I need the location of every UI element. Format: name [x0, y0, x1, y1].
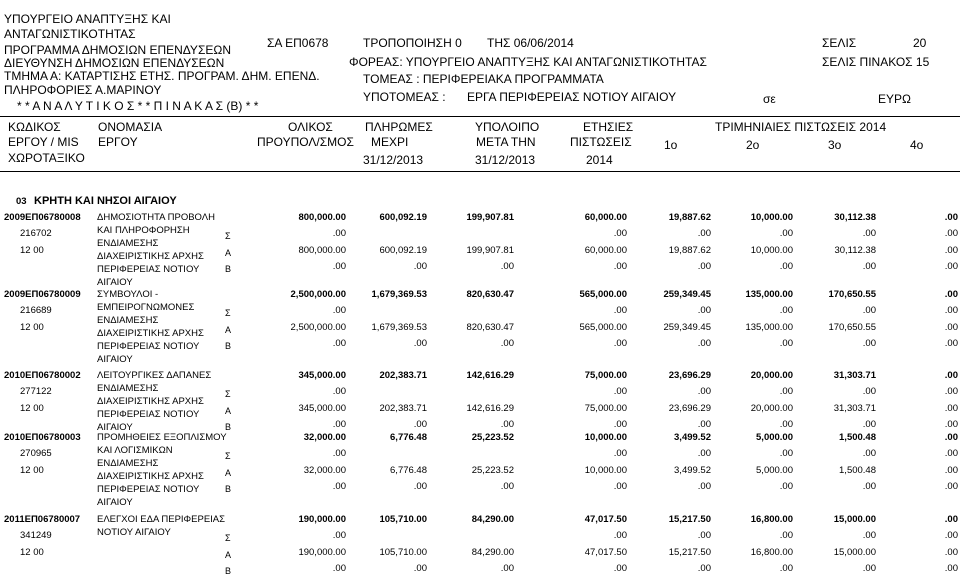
amount-annual-row-2: 565,000.00: [579, 322, 627, 333]
amount-q4-row-2: .00: [944, 547, 958, 558]
amount-paid-row-0: 600,092.19: [379, 212, 427, 223]
amount-q4-row-1: .00: [944, 530, 958, 541]
amount-remaining-row-0: 199,907.81: [466, 212, 514, 223]
amount-paid-row-2: 6,776.48: [390, 465, 427, 476]
amount-q3-row-0: 170,650.55: [828, 289, 876, 300]
org-line-6: ΠΛΗΡΟΦΟΡΙΕΣ Α.ΜΑΡΙΝΟΥ: [4, 83, 162, 97]
project-name-line: ΔΙΑΧΕΙΡΙΣΤΙΚΗΣ ΑΡΧΗΣ: [97, 328, 204, 339]
region-code: 03: [16, 196, 27, 207]
amount-q3-row-2: 30,112.38: [834, 245, 876, 256]
amount-q4-row-1: .00: [944, 305, 958, 316]
amount-annual-row-2: 47,017.50: [584, 547, 627, 558]
mis-code: 270965: [20, 448, 52, 459]
amount-q1-row-1: .00: [697, 448, 711, 459]
amount-annual-row-2: 60,000.00: [584, 245, 627, 256]
amount-q2-row-3: .00: [779, 563, 793, 574]
project-name-line: ΔΙΑΧΕΙΡΙΣΤΙΚΗΣ ΑΡΧΗΣ: [97, 396, 204, 407]
amount-remaining-row-2: 25,223.52: [471, 465, 514, 476]
units-se: σε: [763, 92, 776, 106]
project-code: 2010ΕΠ06780003: [4, 432, 81, 443]
amount-remaining-row-0: 820,630.47: [466, 289, 514, 300]
amount-total-row-1: .00: [332, 530, 346, 541]
amount-total-row-2: 800,000.00: [298, 245, 346, 256]
amount-q2-row-3: .00: [779, 481, 793, 492]
amount-q3-row-1: .00: [862, 305, 876, 316]
project-name-line: ΠΕΡΙΦΕΡΕΙΑΣ ΝΟΤΙΟΥ: [97, 484, 200, 495]
amount-paid-row-0: 105,710.00: [379, 514, 427, 525]
row-marker: Σ: [225, 451, 231, 461]
amount-q4-row-2: .00: [944, 245, 958, 256]
amount-total-row-1: .00: [332, 386, 346, 397]
row-marker: Α: [225, 550, 232, 560]
amount-annual-row-3: .00: [613, 481, 627, 492]
org-line-1: ΥΠΟΥΡΓΕΙΟ ΑΝΑΠΤΥΞΗΣ ΚΑΙ: [4, 12, 171, 26]
amount-q4-row-2: .00: [944, 403, 958, 414]
amount-total-row-2: 345,000.00: [298, 403, 346, 414]
amount-q2-row-2: 135,000.00: [745, 322, 793, 333]
project-name-line: ΑΙΓΑΙΟΥ: [97, 277, 133, 288]
amount-q1-row-3: .00: [697, 338, 711, 349]
amount-annual-row-0: 47,017.50: [584, 514, 627, 525]
org-line-3: ΠΡΟΓΡΑΜΜΑ ΔΗΜΟΣΙΩΝ ΕΠΕΝΔΥΣΕΩΝ: [4, 43, 231, 57]
col-q1: 1ο: [664, 138, 678, 152]
amount-annual-row-0: 10,000.00: [584, 432, 627, 443]
project-name-line: ΕΜΠΕΙΡΟΓΝΩΜΟΝΕΣ: [97, 302, 195, 313]
project-code: 2011ΕΠ06780007: [4, 514, 81, 525]
amount-paid-row-2: 1,679,369.53: [371, 322, 427, 333]
amount-q2-row-1: .00: [779, 228, 793, 239]
amount-q1-row-2: 3,499.52: [674, 465, 711, 476]
row-marker: Σ: [225, 308, 231, 318]
amount-paid-row-3: .00: [413, 338, 427, 349]
page-number: 20: [913, 36, 927, 50]
col-code-line-3: ΧΩΡΟΤΑΞΙΚΟ: [8, 151, 85, 165]
amount-total-row-3: .00: [332, 261, 346, 272]
amount-q4-row-2: .00: [944, 465, 958, 476]
amount-annual-row-1: .00: [613, 228, 627, 239]
units-euro: ΕΥΡΩ: [878, 92, 911, 106]
analytic-table-title: * * Α Ν Α Λ Υ Τ Ι Κ Ο Σ * * Π Ι Ν Α Κ Α Σ (Β) * *: [17, 99, 259, 113]
amount-q2-row-0: 16,800.00: [750, 514, 793, 525]
amount-remaining-row-3: .00: [500, 481, 514, 492]
amount-q2-row-0: 10,000.00: [750, 212, 793, 223]
col-remaining-line-2: ΜΕΤΑ ΤΗΝ: [476, 135, 536, 149]
project-code: 2009ΕΠ06780009: [4, 289, 81, 300]
amount-q3-row-3: .00: [862, 563, 876, 574]
amount-q4-row-0: .00: [944, 212, 958, 223]
amount-q3-row-0: 31,303.71: [833, 370, 876, 381]
row-marker: Α: [225, 325, 232, 335]
amount-q1-row-0: 3,499.52: [674, 432, 711, 443]
amount-annual-row-3: .00: [613, 419, 627, 430]
amount-q3-row-2: 1,500.48: [839, 465, 876, 476]
amount-paid-row-0: 6,776.48: [390, 432, 427, 443]
project-record: [0, 289, 960, 365]
project-code: 2009ΕΠ06780008: [4, 212, 81, 223]
col-annual-line-2: ΠΙΣΤΩΣΕΙΣ: [570, 135, 632, 149]
amount-q1-row-2: 15,217.50: [668, 547, 711, 558]
amount-q3-row-0: 1,500.48: [839, 432, 876, 443]
project-name-line: ΔΗΜΟΣΙΟΤΗΤΑ ΠΡΟΒΟΛΗ: [97, 212, 215, 223]
amount-q3-row-1: .00: [862, 530, 876, 541]
amount-total-row-0: 800,000.00: [298, 212, 346, 223]
col-q4: 4ο: [910, 138, 924, 152]
mis-code: 216702: [20, 228, 52, 239]
amount-q2-row-1: .00: [779, 448, 793, 459]
row-marker: Σ: [225, 231, 231, 241]
amount-annual-row-1: .00: [613, 530, 627, 541]
col-name-line-1: ΟΝΟΜΑΣΙΑ: [98, 120, 163, 134]
project-record: [0, 515, 960, 585]
amount-total-row-0: 345,000.00: [298, 370, 346, 381]
project-name-line: ΕΝΔΙΑΜΕΣΗΣ: [97, 315, 159, 326]
col-paid-line-3: 31/12/2013: [363, 153, 424, 167]
amount-q4-row-0: .00: [944, 289, 958, 300]
project-name-line: ΕΝΔΙΑΜΕΣΗΣ: [97, 458, 159, 469]
amount-q1-row-2: 259,349.45: [663, 322, 711, 333]
amount-total-row-0: 2,500,000.00: [290, 289, 346, 300]
amount-paid-row-3: .00: [413, 261, 427, 272]
col-quarterly-title: ΤΡΙΜΗΝΙΑΙΕΣ ΠΙΣΤΩΣΕΙΣ 2014: [715, 120, 887, 134]
amount-annual-row-3: .00: [613, 261, 627, 272]
amount-q1-row-3: .00: [697, 481, 711, 492]
mis-code: 341249: [20, 530, 52, 541]
mis-code: 216689: [20, 305, 52, 316]
amount-total-row-1: .00: [332, 305, 346, 316]
amount-paid-row-0: 202,383.71: [379, 370, 427, 381]
amount-q1-row-1: .00: [697, 228, 711, 239]
project-name-line: ΑΙΓΑΙΟΥ: [97, 354, 133, 365]
project-name-line: ΠΕΡΙΦΕΡΕΙΑΣ ΝΟΤΙΟΥ: [97, 264, 200, 275]
project-record: [0, 371, 960, 441]
amount-remaining-row-2: 142,616.29: [466, 403, 514, 414]
amount-paid-row-3: .00: [413, 419, 427, 430]
amount-paid-row-2: 202,383.71: [379, 403, 427, 414]
project-name-line: ΑΙΓΑΙΟΥ: [97, 422, 133, 433]
amount-remaining-row-0: 84,290.00: [471, 514, 514, 525]
row-marker: Β: [225, 341, 232, 351]
amount-annual-row-3: .00: [613, 563, 627, 574]
col-paid-line-1: ΠΛΗΡΩΜΕΣ: [365, 120, 433, 134]
col-annual-line-1: ΕΤΗΣΙΕΣ: [583, 120, 634, 134]
sa-code: ΣΑ ΕΠ0678: [267, 36, 329, 50]
amount-total-row-3: .00: [332, 338, 346, 349]
amount-q2-row-0: 135,000.00: [745, 289, 793, 300]
row-marker: Β: [225, 566, 232, 576]
amount-total-row-2: 2,500,000.00: [290, 322, 346, 333]
mis-code: 277122: [20, 386, 52, 397]
project-name-line: ΔΙΑΧΕΙΡΙΣΤΙΚΗΣ ΑΡΧΗΣ: [97, 471, 204, 482]
project-name-line: ΕΝΔΙΑΜΕΣΗΣ: [97, 238, 159, 249]
amount-q2-row-2: 16,800.00: [750, 547, 793, 558]
amount-paid-row-3: .00: [413, 563, 427, 574]
project-name-line: ΠΕΡΙΦΕΡΕΙΑΣ ΝΟΤΙΟΥ: [97, 341, 200, 352]
col-total-line-2: ΠΡΟΥΠΟΛ/ΣΜΟΣ: [257, 135, 354, 149]
ypotomeas-label: ΥΠΟΤΟΜΕΑΣ :: [363, 90, 446, 104]
amount-total-row-1: .00: [332, 448, 346, 459]
col-paid-line-2: ΜΕΧΡΙ: [371, 135, 409, 149]
col-name-line-2: ΕΡΓΟΥ: [98, 135, 138, 149]
amount-q1-row-0: 259,349.45: [663, 289, 711, 300]
amount-q3-row-3: .00: [862, 338, 876, 349]
amount-remaining-row-2: 199,907.81: [466, 245, 514, 256]
amount-q1-row-3: .00: [697, 261, 711, 272]
region-name: ΚΡΗΤΗ ΚΑΙ ΝΗΣΟΙ ΑΙΓΑΙΟΥ: [34, 195, 177, 207]
amount-q2-row-1: .00: [779, 305, 793, 316]
project-name-line: ΣΥΜΒΟΥΛΟΙ -: [97, 289, 159, 300]
foreas-line: ΦΟΡΕΑΣ: ΥΠΟΥΡΓΕΙΟ ΑΝΑΠΤΥΞΗΣ ΚΑΙ ΑΝΤΑΓΩΝΙΣΤΙΚΟΤΗΤΑΣ: [349, 55, 707, 69]
amount-q1-row-1: .00: [697, 386, 711, 397]
amount-remaining-row-3: .00: [500, 261, 514, 272]
project-name-line: ΠΡΟΜΗΘΕΙΕΣ ΕΞΟΠΛΙΣΜΟΥ: [97, 432, 227, 443]
row-marker: Α: [225, 248, 232, 258]
amount-q1-row-2: 23,696.29: [668, 403, 711, 414]
amount-q3-row-2: 170,650.55: [828, 322, 876, 333]
amount-q3-row-2: 15,000.00: [833, 547, 876, 558]
project-name-line: ΛΕΙΤΟΥΡΓΙΚΕΣ ΔΑΠΑΝΕΣ: [97, 370, 212, 381]
amount-paid-row-3: .00: [413, 481, 427, 492]
page-label: ΣΕΛΙΣ: [822, 36, 857, 50]
amount-q3-row-2: 31,303.71: [833, 403, 876, 414]
amount-total-row-3: .00: [332, 481, 346, 492]
amount-q1-row-0: 15,217.50: [668, 514, 711, 525]
amount-remaining-row-2: 84,290.00: [471, 547, 514, 558]
amount-q1-row-1: .00: [697, 530, 711, 541]
amount-annual-row-0: 75,000.00: [584, 370, 627, 381]
amount-q3-row-0: 15,000.00: [833, 514, 876, 525]
modification-date: ΤΗΣ 06/06/2014: [487, 36, 574, 50]
amount-q3-row-1: .00: [862, 228, 876, 239]
amount-remaining-row-0: 142,616.29: [466, 370, 514, 381]
tomeas-line: ΤΟΜΕΑΣ : ΠΕΡΙΦΕΡΕΙΑΚΑ ΠΡΟΓΡΑΜΜΑΤΑ: [363, 72, 604, 86]
amount-q3-row-1: .00: [862, 448, 876, 459]
amount-q4-row-2: .00: [944, 322, 958, 333]
project-name-line: ΔΙΑΧΕΙΡΙΣΤΙΚΗΣ ΑΡΧΗΣ: [97, 251, 204, 262]
amount-q2-row-1: .00: [779, 386, 793, 397]
amount-paid-row-2: 105,710.00: [379, 547, 427, 558]
row-marker: Β: [225, 484, 232, 494]
amount-annual-row-1: .00: [613, 305, 627, 316]
amount-q2-row-3: .00: [779, 261, 793, 272]
col-code-line-2: ΕΡΓΟΥ / MIS: [8, 135, 79, 149]
amount-total-row-1: .00: [332, 228, 346, 239]
row-marker: Β: [225, 264, 232, 274]
amount-annual-row-3: .00: [613, 338, 627, 349]
amount-remaining-row-2: 820,630.47: [466, 322, 514, 333]
amount-q4-row-3: .00: [944, 338, 958, 349]
spatial-code: 12 00: [20, 322, 44, 333]
row-marker: Β: [225, 422, 232, 432]
project-name-line: ΕΛΕΓΧΟΙ ΕΔΑ ΠΕΡΙΦΕΡΕΙΑΣ: [97, 514, 225, 525]
header-rule-top: [0, 116, 960, 117]
amount-q2-row-3: .00: [779, 419, 793, 430]
amount-q2-row-0: 20,000.00: [750, 370, 793, 381]
spatial-code: 12 00: [20, 245, 44, 256]
project-name-line: ΑΙΓΑΙΟΥ: [97, 497, 133, 508]
amount-q4-row-0: .00: [944, 432, 958, 443]
amount-remaining-row-3: .00: [500, 338, 514, 349]
amount-annual-row-1: .00: [613, 448, 627, 459]
col-code-line-1: ΚΩΔΙΚΟΣ: [8, 120, 61, 134]
row-marker: Σ: [225, 533, 231, 543]
amount-q4-row-0: .00: [944, 370, 958, 381]
amount-q2-row-2: 10,000.00: [750, 245, 793, 256]
amount-annual-row-0: 60,000.00: [584, 212, 627, 223]
amount-q3-row-3: .00: [862, 481, 876, 492]
modification-number: ΤΡΟΠΟΠΟΙΗΣΗ 0: [363, 36, 462, 50]
row-marker: Α: [225, 468, 232, 478]
col-q3: 3ο: [828, 138, 842, 152]
row-marker: Σ: [225, 389, 231, 399]
amount-paid-row-2: 600,092.19: [379, 245, 427, 256]
amount-total-row-0: 190,000.00: [298, 514, 346, 525]
col-remaining-line-3: 31/12/2013: [475, 153, 536, 167]
amount-q4-row-0: .00: [944, 514, 958, 525]
amount-annual-row-2: 10,000.00: [584, 465, 627, 476]
col-remaining-line-1: ΥΠΟΛΟΙΠΟ: [475, 120, 540, 134]
amount-q2-row-3: .00: [779, 338, 793, 349]
amount-q2-row-0: 5,000.00: [756, 432, 793, 443]
project-record: [0, 212, 960, 288]
amount-q2-row-2: 20,000.00: [750, 403, 793, 414]
col-annual-line-3: 2014: [586, 153, 613, 167]
org-line-2: ΑΝΤΑΓΩΝΙΣΤΙΚΟΤΗΤΑΣ: [4, 27, 136, 41]
project-name-line: ΕΝΔΙΑΜΕΣΗΣ: [97, 383, 159, 394]
amount-q2-row-2: 5,000.00: [756, 465, 793, 476]
spatial-code: 12 00: [20, 547, 44, 558]
table-page: ΣΕΛΙΣ ΠΙΝΑΚΟΣ 15: [822, 55, 930, 69]
amount-q3-row-3: .00: [862, 261, 876, 272]
amount-q4-row-3: .00: [944, 261, 958, 272]
project-name-line: ΠΕΡΙΦΕΡΕΙΑΣ ΝΟΤΙΟΥ: [97, 409, 200, 420]
amount-q4-row-1: .00: [944, 448, 958, 459]
amount-q4-row-3: .00: [944, 419, 958, 430]
project-name-line: ΝΟΤΙΟΥ ΑΙΓΑΙΟΥ: [97, 527, 171, 538]
amount-q4-row-3: .00: [944, 481, 958, 492]
amount-q1-row-0: 23,696.29: [668, 370, 711, 381]
amount-q1-row-3: .00: [697, 419, 711, 430]
project-code: 2010ΕΠ06780002: [4, 370, 81, 381]
amount-total-row-3: .00: [332, 419, 346, 430]
amount-q3-row-1: .00: [862, 386, 876, 397]
amount-total-row-3: .00: [332, 563, 346, 574]
amount-total-row-2: 190,000.00: [298, 547, 346, 558]
spatial-code: 12 00: [20, 403, 44, 414]
amount-q2-row-1: .00: [779, 530, 793, 541]
amount-q1-row-1: .00: [697, 305, 711, 316]
amount-remaining-row-0: 25,223.52: [471, 432, 514, 443]
project-name-line: ΚΑΙ ΠΛΗΡΟΦΟΡΗΣΗ: [97, 225, 190, 236]
org-line-5: ΤΜΗΜΑ Α: ΚΑΤΑΡΤΙΣΗΣ ΕΤΗΣ. ΠΡΟΓΡΑΜ. ΔΗΜ. ΕΠΕΝΔ.: [4, 69, 320, 83]
col-q2: 2ο: [746, 138, 760, 152]
amount-q4-row-1: .00: [944, 228, 958, 239]
ypotomeas-value: ΕΡΓΑ ΠΕΡΙΦΕΡΕΙΑΣ ΝΟΤΙΟΥ ΑΙΓΑΙΟΥ: [467, 90, 677, 104]
amount-remaining-row-3: .00: [500, 563, 514, 574]
row-marker: Α: [225, 406, 232, 416]
amount-q3-row-0: 30,112.38: [834, 212, 876, 223]
amount-q3-row-3: .00: [862, 419, 876, 430]
amount-q4-row-1: .00: [944, 386, 958, 397]
amount-q4-row-3: .00: [944, 563, 958, 574]
amount-annual-row-0: 565,000.00: [579, 289, 627, 300]
project-record: [0, 432, 960, 508]
project-name-line: ΚΑΙ ΛΟΓΙΣΜΙΚΩΝ: [97, 445, 173, 456]
amount-q1-row-3: .00: [697, 563, 711, 574]
amount-annual-row-2: 75,000.00: [584, 403, 627, 414]
header-rule-bottom: [0, 171, 960, 172]
spatial-code: 12 00: [20, 465, 44, 476]
amount-total-row-2: 32,000.00: [303, 465, 346, 476]
org-line-4: ΔΙΕΥΘΥΝΣΗ ΔΗΜΟΣΙΩΝ ΕΠΕΝΔΥΣΕΩΝ: [4, 56, 225, 70]
amount-total-row-0: 32,000.00: [303, 432, 346, 443]
col-total-line-1: ΟΛΙΚΟΣ: [288, 120, 333, 134]
amount-paid-row-0: 1,679,369.53: [371, 289, 427, 300]
amount-remaining-row-3: .00: [500, 419, 514, 430]
amount-q1-row-2: 19,887.62: [668, 245, 711, 256]
amount-q1-row-0: 19,887.62: [668, 212, 711, 223]
amount-annual-row-1: .00: [613, 386, 627, 397]
